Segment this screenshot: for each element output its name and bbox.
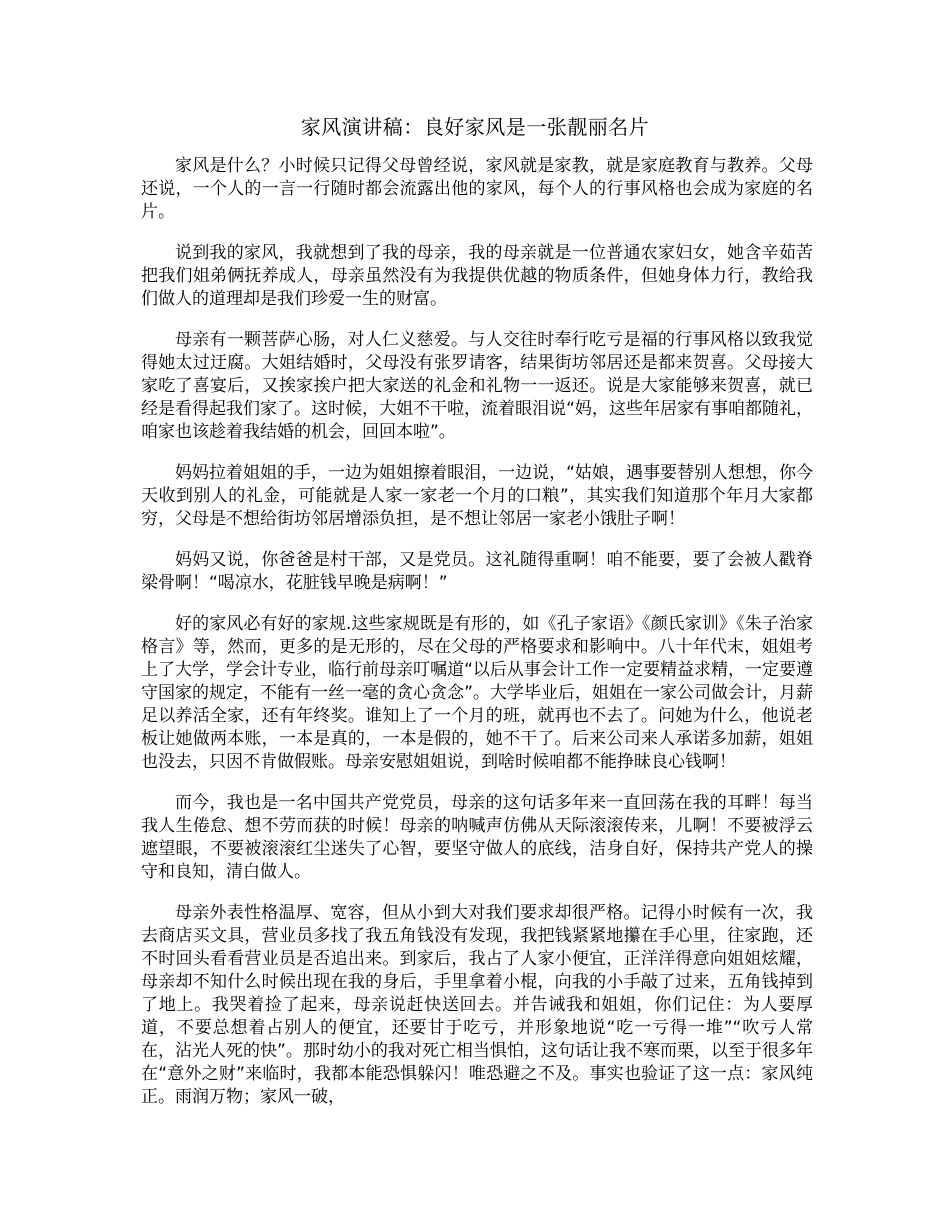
paragraph: 好的家风必有好的家规.这些家规既是有形的，如《孔子家语》《颜氏家训》《朱子治家格言》等，然而，更多的是无形的，尽在父母的严格要求和影响中。八十年代末，姐姐考上了大学，学会计专业，临行前母亲叮嘱道“以后从事会计工作一定要精益求精，一定要遵守国家的规定，不能有一丝一毫的贪心贪念”。大学毕业后，姐姐在一家公司做会计，月薪足以养活全家，还有年终奖。谁知上了一个月的班，就再也不去了。问她为什么，他说老板让她做两本账，一本是真的，一本是假的，她不干了。后来公司来人承诺多加薪，姐姐也没去，只因不肯做假账。母亲安慰姐姐说，到啥时候咱都不能挣昧良心钱啊！ — [141, 614, 813, 772]
paragraph: 母亲有一颗菩萨心肠，对人仁义慈爱。与人交往时奉行吃亏是福的行事风格以致我觉得她太过迂腐。大姐结婚时，父母没有张罗请客，结果街坊邻居还是都来贺喜。父母接大家吃了喜宴后，又挨家挨户把大家送的礼金和礼物一一返还。说是大家能够来贺喜，就已经是看得起我们家了。这时候，大姐不干啦，流着眼泪说“妈，这些年居家有事咱都随礼，咱家也该趁着我结婚的机会，回回本啦”。 — [141, 330, 813, 442]
paragraph: 而今，我也是一名中国共产党党员，母亲的这句话多年来一直回荡在我的耳畔！每当我人生倦怠、想不劳而获的时候！母亲的呐喊声仿佛从天际滚滚传来，儿啊！不要被浮云遮望眼，不要被滚滚红尘迷失了心智，要坚守做人的底线，洁身自好，保持共产党人的操守和良知，清白做人。 — [141, 793, 813, 882]
document-body — [141, 155, 813, 1127]
paragraph: 说到我的家风，我就想到了我的母亲，我的母亲就是一位普通农家妇女，她含辛茹苦把我们姐弟俩抚养成人，母亲虽然没有为我提供优越的物质条件，但她身体力行，教给我们做人的道理却是我们珍爱一生的财富。 — [141, 243, 813, 309]
paragraph: 妈妈拉着姐姐的手，一边为姐姐擦着眼泪，一边说，“姑娘，遇事要替别人想想，你今天收到别人的礼金，可能就是人家一家老一个月的口粮”，其实我们知道那个年月大家都穷，父母是不想给街坊邻居增添负担，是不想让邻居一家老小饿肚子啊！ — [141, 463, 813, 529]
paragraph: 母亲外表性格温厚、宽容，但从小到大对我们要求却很严格。记得小时候有一次，我去商店买文具，营业员多找了我五角钱没有发现，我把钱紧紧地攥在手心里，往家跑，还不时回头看看营业员是否追出来。到家后，我占了人家小便宜，正洋洋得意向姐姐炫耀，母亲却不知什么时候出现在我的身后，手里拿着小棍，向我的小手敲了过来，五角钱掉到了地上。我哭着捡了起来，母亲说赶快送回去。并告诫我和姐姐，你们记住：为人要厚道，不要总想着占别人的便宜，还要甘于吃亏，并形象地说“吃一亏得一堆”“吹亏人常在，沾光人死的快”。那时幼小的我对死亡相当惧怕，这句话让我不寒而栗，以至于很多年在“意外之财”来临时，我都本能恐惧躲闪！唯恐避之不及。事实也验证了这一点：家风纯正。雨润万物；家风一破， — [141, 903, 813, 1107]
document-title: 家风演讲稿：良好家风是一张靓丽名片 — [300, 115, 650, 139]
paragraph: 家风是什么？小时候只记得父母曾经说，家风就是家教，就是家庭教育与教养。父母还说，一个人的一言一行随时都会流露出他的家风，每个人的行事风格也会成为家庭的名片。 — [141, 156, 813, 222]
paragraph: 妈妈又说，你爸爸是村干部，又是党员。这礼随得重啊！咱不能要，要了会被人戳脊梁骨啊！“喝凉水，花脏钱早晚是病啊！” — [141, 550, 813, 593]
